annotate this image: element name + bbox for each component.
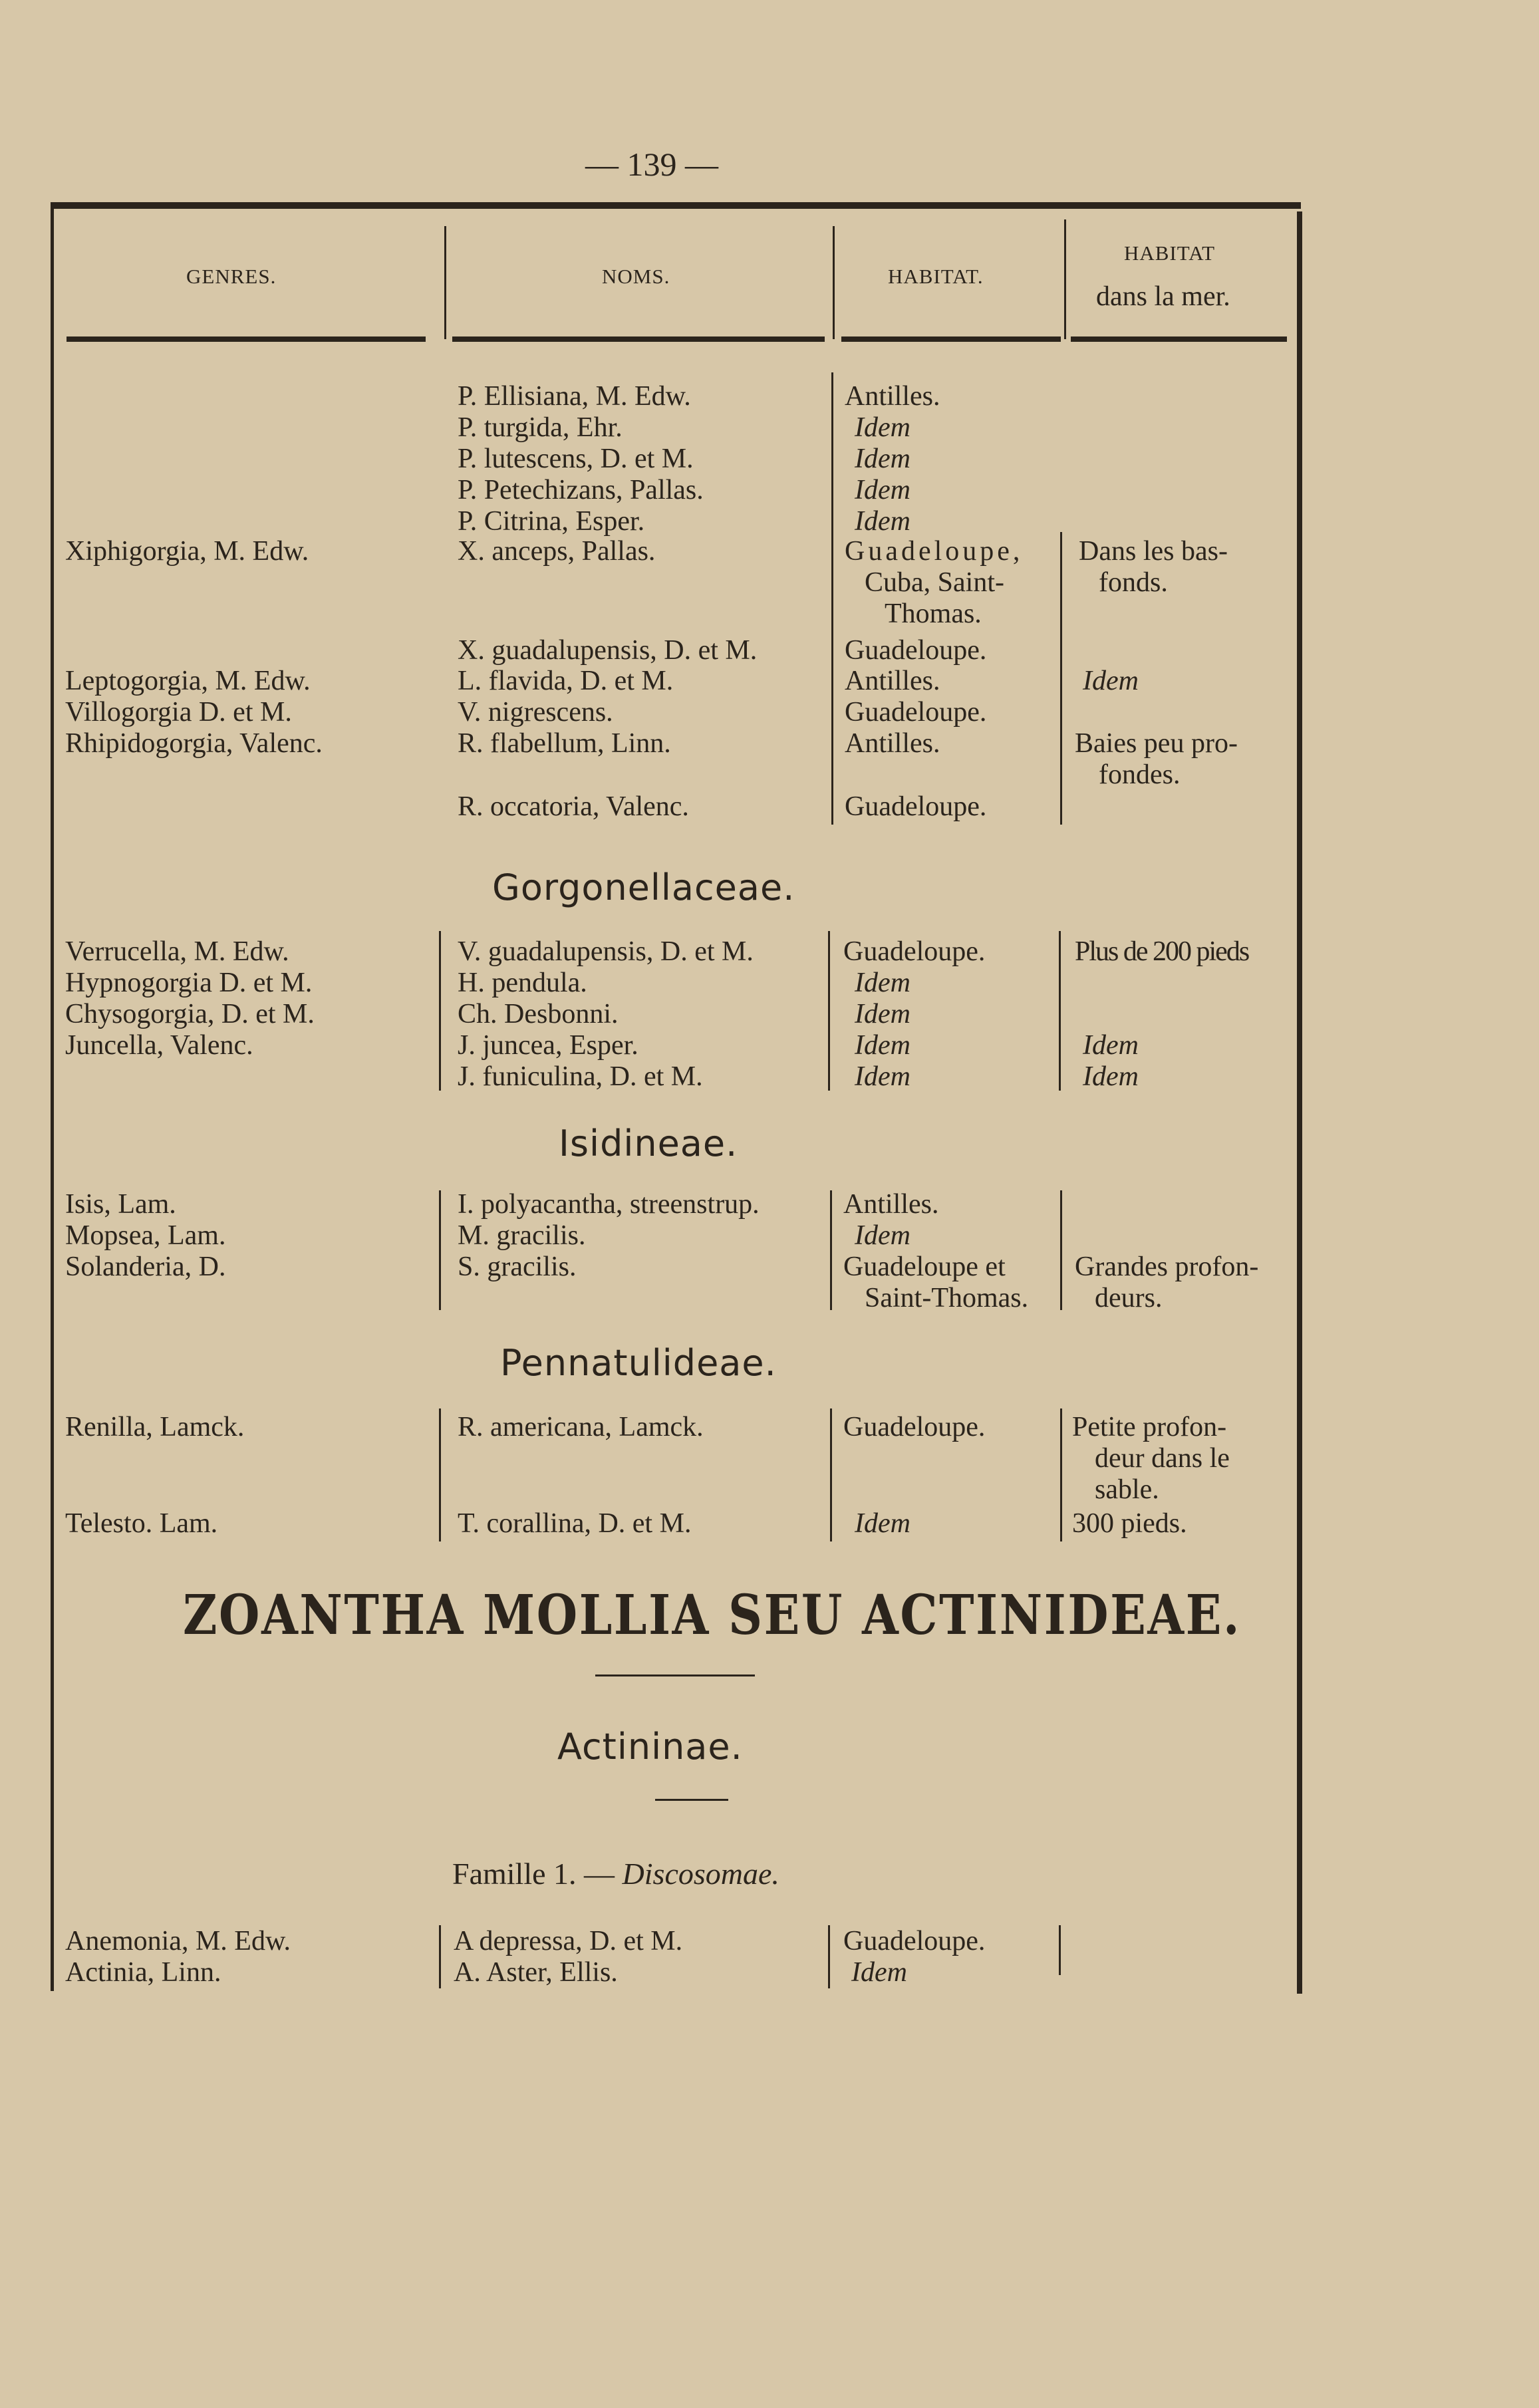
penn-sep-mer — [1060, 1408, 1062, 1541]
row-p-petechizans-nom: P. Petechizans, Pallas. — [458, 475, 704, 505]
row-j-funiculina-nom: J. funiculina, D. et M. — [458, 1061, 703, 1092]
zoa-sep-hab — [828, 1925, 830, 1988]
row-renilla-genre: Renilla, Lamck. — [65, 1412, 245, 1442]
row-p-lutescens-hab: Idem — [855, 444, 910, 474]
famille-prefix: Famille 1. — — [452, 1857, 623, 1891]
row-p-turgida-hab: Idem — [855, 412, 910, 443]
header-noms: NOMS. — [602, 265, 670, 288]
row-m-gracilis-hab: Idem — [855, 1220, 910, 1251]
row-i-polyacantha-nom: I. polyacantha, streenstrup. — [458, 1189, 760, 1220]
row-p-turgida-nom: P. turgida, Ehr. — [458, 412, 623, 443]
zoa-sep-nom — [439, 1925, 441, 1988]
row-juncella-genre: Juncella, Valenc. — [65, 1030, 253, 1061]
row-r-americana-nom: R. americana, Lamck. — [458, 1412, 704, 1442]
row-a-aster-hab: Idem — [851, 1957, 907, 1988]
row-v-nigrescens-nom: V. nigrescens. — [458, 697, 613, 728]
famille-name: Discosomae. — [622, 1857, 779, 1891]
header-habitat-mer-1: HABITAT — [1124, 241, 1216, 265]
row-leptogorgia-genre: Leptogorgia, M. Edw. — [65, 666, 311, 696]
row-v-guadalupensis-mer: Plus de 200 pieds — [1075, 936, 1249, 967]
row-j-juncea-hab: Idem — [855, 1030, 910, 1061]
isid-sep-nom — [439, 1190, 441, 1310]
row-l-flavida-mer: Idem — [1083, 666, 1139, 696]
row-l-flavida-hab: Antilles. — [845, 666, 940, 696]
header-habitat-mer-2: dans la mer. — [1096, 281, 1230, 312]
row-villogorgia-genre: Villogorgia D. et M. — [65, 697, 292, 728]
row-a-depressa-nom: A depressa, D. et M. — [454, 1926, 683, 1956]
row-a-depressa-hab: Guadeloupe. — [843, 1926, 986, 1956]
row-j-juncea-mer: Idem — [1083, 1030, 1139, 1061]
gorg-sep-hab — [828, 931, 830, 1091]
row-solanderia-genre: Solanderia, D. — [65, 1252, 226, 1282]
row-x-anceps-mer-1: Dans les bas- — [1079, 536, 1228, 567]
row-mopsea-genre: Mopsea, Lam. — [65, 1220, 226, 1251]
row-l-flavida-nom: L. flavida, D. et M. — [458, 666, 674, 696]
header-habitat: HABITAT. — [888, 265, 984, 288]
row-rhipidogorgia-genre: Rhipidogorgia, Valenc. — [65, 728, 323, 759]
header-underline-genres — [67, 336, 426, 342]
row-v-guadalupensis-nom: V. guadalupensis, D. et M. — [458, 936, 754, 967]
famille-heading — [452, 1859, 779, 1889]
row-s-gracilis-hab-1: Guadeloupe et — [843, 1252, 1006, 1282]
header-sep-1 — [444, 226, 446, 339]
actininae-underline — [655, 1799, 728, 1801]
row-x-anceps-hab-3: Thomas. — [885, 599, 982, 629]
row-t-corallina-nom: T. corallina, D. et M. — [458, 1508, 692, 1539]
zoa-sep-mer — [1059, 1925, 1061, 1975]
header-sep-3 — [1064, 219, 1066, 339]
row-r-americana-hab: Guadeloupe. — [843, 1412, 986, 1442]
row-actinia-genre: Actinia, Linn. — [65, 1957, 221, 1988]
row-hypnogorgia-genre: Hypnogorgia D. et M. — [65, 968, 313, 998]
row-p-ellisiana-hab: Antilles. — [845, 381, 940, 412]
row-r-americana-mer-3: sable. — [1095, 1474, 1159, 1505]
row-telesto-genre: Telesto. Lam. — [65, 1508, 218, 1539]
row-r-americana-mer-1: Petite profon- — [1072, 1412, 1227, 1442]
row-h-pendula-nom: H. pendula. — [458, 968, 587, 998]
row-x-anceps-mer-2: fonds. — [1099, 567, 1168, 598]
gorg-sep-mer — [1059, 931, 1061, 1091]
row-x-guadalupensis-hab: Guadeloupe. — [845, 635, 987, 666]
row-anemonia-genre: Anemonia, M. Edw. — [65, 1926, 291, 1956]
row-s-gracilis-nom: S. gracilis. — [458, 1252, 577, 1282]
row-a-aster-nom: A. Aster, Ellis. — [454, 1957, 618, 1988]
row-m-gracilis-nom: M. gracilis. — [458, 1220, 586, 1251]
row-r-flabellum-mer-2: fondes. — [1099, 759, 1181, 790]
page-number: — 139 — — [585, 146, 718, 183]
row-p-petechizans-hab: Idem — [855, 475, 910, 505]
left-border — [51, 202, 54, 1991]
row-ch-desbonni-hab: Idem — [855, 999, 910, 1029]
isid-sep-hab — [830, 1190, 832, 1310]
row-h-pendula-hab: Idem — [855, 968, 910, 998]
row-r-occatoria-nom: R. occatoria, Valenc. — [458, 791, 689, 822]
zoantha-underline — [595, 1674, 755, 1676]
section-actininae: Actininae. — [557, 1726, 743, 1768]
row-r-flabellum-mer-1: Baies peu pro- — [1075, 728, 1238, 759]
row-p-ellisiana-nom: P. Ellisiana, M. Edw. — [458, 381, 691, 412]
heading-zoantha: ZOANTHA MOLLIA SEU ACTINIDEAE. — [183, 1583, 1242, 1647]
row-v-guadalupensis-hab: Guadeloupe. — [843, 936, 986, 967]
header-underline-mer — [1071, 336, 1287, 342]
row-xiphigorgia-genre: Xiphigorgia, M. Edw. — [65, 536, 309, 567]
section-pennatulideae: Pennatulideae. — [500, 1342, 777, 1384]
row-s-gracilis-mer-1: Grandes profon- — [1075, 1252, 1259, 1282]
row-p-citrina-nom: P. Citrina, Esper. — [458, 506, 645, 537]
row-verrucella-genre: Verrucella, M. Edw. — [65, 936, 289, 967]
row-x-guadalupensis-nom: X. guadalupensis, D. et M. — [458, 635, 758, 666]
row-isis-genre: Isis, Lam. — [65, 1189, 176, 1220]
row-chysogorgia-genre: Chysogorgia, D. et M. — [65, 999, 315, 1029]
row-r-flabellum-nom: R. flabellum, Linn. — [458, 728, 671, 759]
row-j-funiculina-mer: Idem — [1083, 1061, 1139, 1092]
block1-sep-hab — [831, 372, 833, 825]
row-r-occatoria-hab: Guadeloupe. — [845, 791, 987, 822]
row-x-anceps-hab-1: Guadeloupe, — [845, 536, 1024, 567]
section-isidineae: Isidineae. — [559, 1123, 738, 1164]
header-underline-noms — [452, 336, 825, 342]
row-x-anceps-nom: X. anceps, Pallas. — [458, 536, 656, 567]
header-underline-habitat — [841, 336, 1061, 342]
penn-sep-hab — [830, 1408, 832, 1541]
penn-sep-nom — [439, 1408, 441, 1541]
row-j-juncea-nom: J. juncea, Esper. — [458, 1030, 638, 1061]
row-j-funiculina-hab: Idem — [855, 1061, 910, 1092]
header-genres: GENRES. — [186, 265, 277, 288]
header-sep-2 — [833, 226, 835, 339]
row-r-flabellum-hab: Antilles. — [845, 728, 940, 759]
row-v-nigrescens-hab: Guadeloupe. — [845, 697, 987, 728]
row-r-americana-mer-2: deur dans le — [1095, 1443, 1230, 1474]
block1-sep-mer — [1060, 532, 1062, 825]
row-p-citrina-hab: Idem — [855, 506, 910, 537]
row-ch-desbonni-nom: Ch. Desbonni. — [458, 999, 619, 1029]
section-gorgonellaceae: Gorgonellaceae. — [492, 867, 795, 908]
top-rule — [51, 202, 1301, 209]
row-x-anceps-hab-2: Cuba, Saint- — [865, 567, 1004, 598]
right-border — [1297, 211, 1302, 1994]
gorg-sep-nom — [439, 931, 441, 1091]
isid-sep-mer — [1060, 1190, 1062, 1310]
row-i-polyacantha-hab: Antilles. — [843, 1189, 939, 1220]
row-p-lutescens-nom: P. lutescens, D. et M. — [458, 444, 694, 474]
row-s-gracilis-mer-2: deurs. — [1095, 1283, 1163, 1313]
row-t-corallina-hab: Idem — [855, 1508, 910, 1539]
row-t-corallina-mer: 300 pieds. — [1072, 1508, 1187, 1539]
row-s-gracilis-hab-2: Saint-Thomas. — [865, 1283, 1029, 1313]
